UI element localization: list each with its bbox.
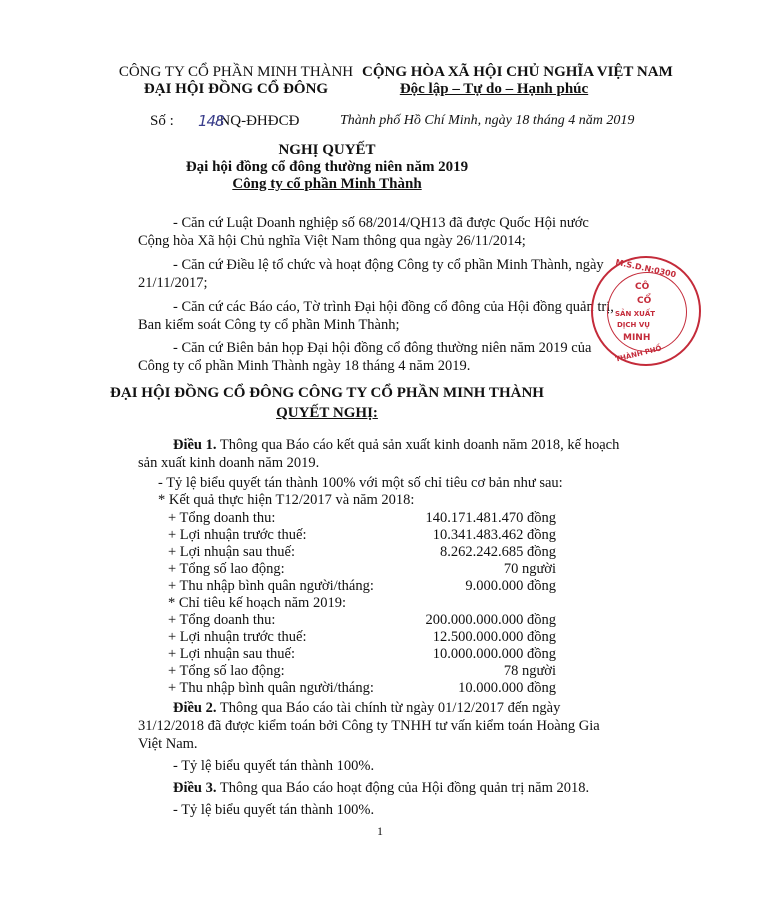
- doc-subtitle: Đại hội đồng cổ đông thường niên năm 2019: [185, 159, 469, 175]
- plan-heading: * Chỉ tiêu kế hoạch năm 2019:: [168, 595, 346, 611]
- plan-value: 78 người: [503, 663, 556, 679]
- stamp-text-1: CÔ: [635, 282, 650, 292]
- place-date: Thành phố Hồ Chí Minh, ngày 18 tháng 4 năm 2019: [340, 113, 635, 128]
- doc-title: NGHỊ QUYẾT: [278, 142, 376, 158]
- company-name: CÔNG TY CỔ PHẦN MINH THÀNH: [118, 64, 354, 80]
- stamp-text-5: MINH: [623, 333, 651, 343]
- actual-label: + Lợi nhuận trước thuế:: [168, 527, 307, 543]
- article-3-vote: - Tỷ lệ biểu quyết tán thành 100%.: [173, 802, 375, 818]
- stamp-text-3: SẢN XUẤT: [615, 310, 656, 318]
- plan-label: + Lợi nhuận sau thuế:: [168, 646, 295, 662]
- actual-value: 10.341.483.462 đồng: [432, 527, 556, 543]
- article-3-line-1: Điều 3. Thông qua Báo cáo hoạt động của Hội đồng quản trị năm 2018.: [173, 780, 590, 796]
- article-2-line-1: Điều 2. Thông qua Báo cáo tài chính từ ngày 01/12/2017 đến ngày: [173, 700, 561, 716]
- plan-value: 10.000.000.000 đồng: [432, 646, 556, 662]
- article-2-vote: - Tỷ lệ biểu quyết tán thành 100%.: [173, 758, 375, 774]
- actual-label: + Tổng doanh thu:: [168, 510, 276, 526]
- actual-value: 8.262.242.685 đồng: [440, 544, 556, 560]
- article-1-line-1: Điều 1. Thông qua Báo cáo kết quả sản xuất kinh doanh năm 2018, kế hoạch: [173, 437, 620, 453]
- stamp-text-4: DỊCH VỤ: [617, 321, 650, 329]
- resolve-heading: ĐẠI HỘI ĐỒNG CỔ ĐÔNG CÔNG TY CỔ PHẦN MINH THÀNH: [110, 385, 544, 401]
- company-stamp: [591, 256, 701, 366]
- basis-4-line-1: - Căn cứ Biên bản họp Đại hội đồng cổ đông thường niên năm 2019 của: [173, 340, 592, 356]
- actual-label: + Thu nhập bình quân người/tháng:: [168, 578, 374, 594]
- page-number: 1: [377, 824, 383, 838]
- article-1-vote: - Tỷ lệ biểu quyết tán thành 100% với một số chỉ tiêu cơ bản như sau:: [158, 475, 563, 491]
- basis-1-line-1: - Căn cứ Luật Doanh nghiệp số 68/2014/QH13 đã được Quốc Hội nước: [173, 215, 589, 231]
- plan-label: + Tổng số lao động:: [168, 663, 285, 679]
- basis-1-line-2: Cộng hòa Xã hội Chủ nghĩa Việt Nam thông qua ngày 26/11/2014;: [138, 233, 526, 249]
- article-2-line-3: Việt Nam.: [138, 736, 198, 752]
- handwritten-number: 148: [198, 112, 224, 130]
- plan-label: + Lợi nhuận trước thuế:: [168, 629, 307, 645]
- assembly-name: ĐẠI HỘI ĐỒNG CỔ ĐÔNG: [143, 81, 329, 97]
- stamp-code: M.S.D.N:0300: [614, 257, 677, 280]
- doc-company: Công ty cổ phần Minh Thành: [232, 176, 422, 192]
- document-number: [150, 113, 299, 130]
- plan-value: 200.000.000.000 đồng: [425, 612, 556, 628]
- actual-label: + Tổng số lao động:: [168, 561, 285, 577]
- number-suffix: /NQ-ĐHĐCĐ: [215, 113, 300, 129]
- actual-value: 70 người: [503, 561, 556, 577]
- article-1-line-2: sản xuất kinh doanh năm 2019.: [138, 455, 320, 471]
- basis-2-line-1: - Căn cứ Điều lệ tổ chức và hoạt động Công ty cổ phần Minh Thành, ngày: [173, 257, 604, 273]
- resolve-subheading: QUYẾT NGHỊ:: [276, 405, 378, 421]
- plan-label: + Tổng doanh thu:: [168, 612, 276, 628]
- basis-4-line-2: Công ty cổ phần Minh Thành ngày 18 tháng 4 năm 2019.: [138, 358, 471, 374]
- republic-name: CỘNG HÒA XÃ HỘI CHỦ NGHĨA VIỆT NAM: [362, 64, 673, 80]
- motto: Độc lập – Tự do – Hạnh phúc: [399, 81, 589, 97]
- plan-value: 10.000.000 đồng: [458, 680, 556, 696]
- actual-value: 140.171.481.470 đồng: [425, 510, 556, 526]
- basis-2-line-2: 21/11/2017;: [138, 275, 208, 291]
- basis-3-line-2: Ban kiểm soát Công ty cổ phần Minh Thành;: [138, 317, 400, 333]
- stamp-text-6: THÀNH PHỐ: [614, 344, 663, 364]
- basis-3-line-1: - Căn cứ các Báo cáo, Tờ trình Đại hội đồng cổ đông của Hội đồng quản trị,: [173, 299, 614, 315]
- plan-label: + Thu nhập bình quân người/tháng:: [168, 680, 374, 696]
- article-2-line-2: 31/12/2018 đã được kiểm toán bởi Công ty TNHH tư vấn kiểm toán Hoàng Gia: [138, 718, 600, 734]
- actual-value: 9.000.000 đồng: [465, 578, 556, 594]
- actual-label: + Lợi nhuận sau thuế:: [168, 544, 295, 560]
- plan-value: 12.500.000.000 đồng: [432, 629, 556, 645]
- stamp-text-2: CỔ: [637, 296, 652, 306]
- number-prefix: Số :: [150, 113, 174, 129]
- actual-heading: * Kết quả thực hiện T12/2017 và năm 2018:: [158, 492, 415, 508]
